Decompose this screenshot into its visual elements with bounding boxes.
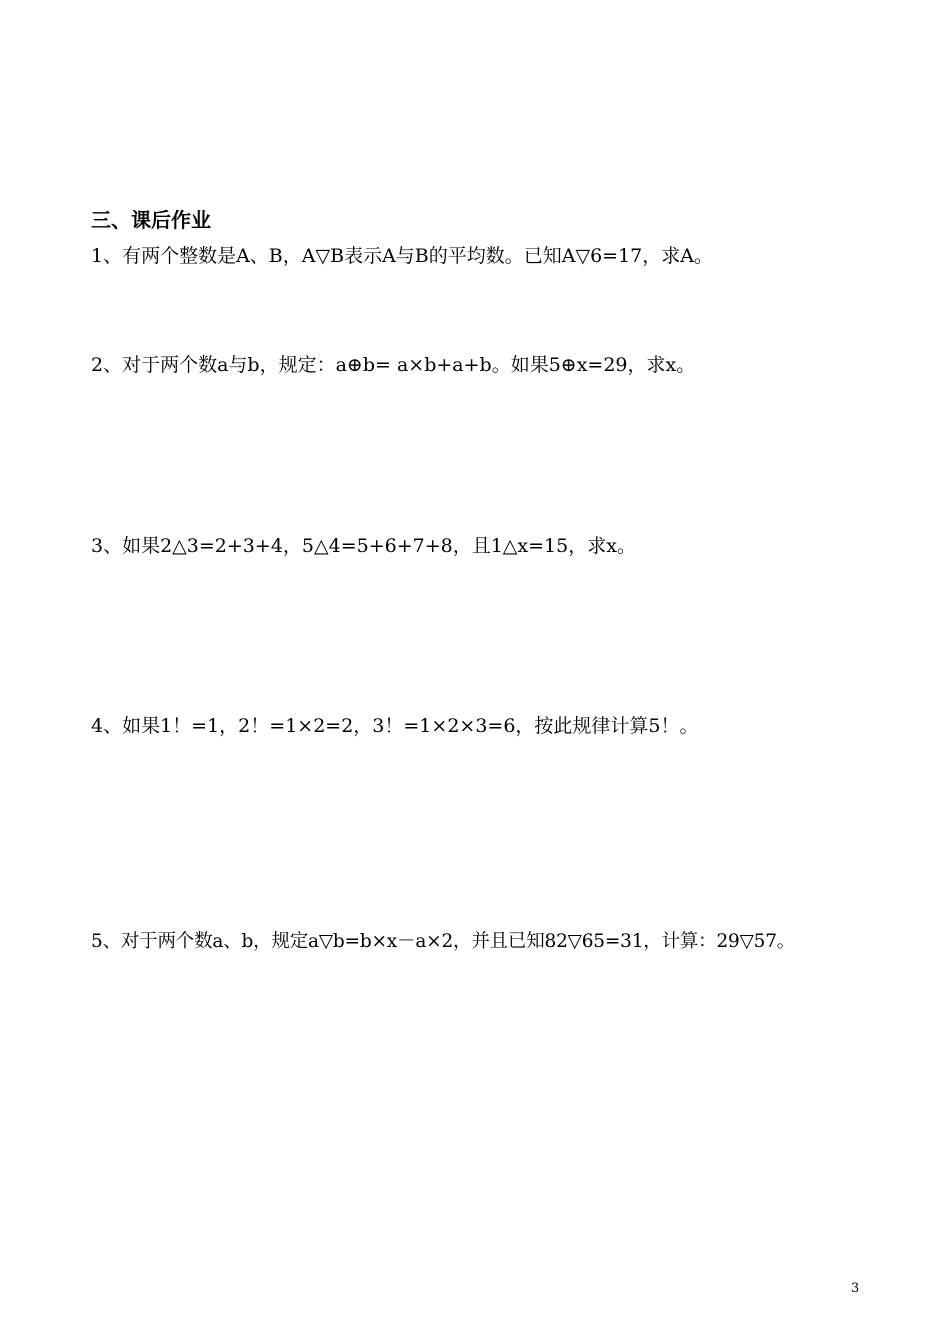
question-5: 5、对于两个数a、b，规定a▽b=b×x－a×2，并且已知82▽65=31，计算：29▽57。	[91, 931, 796, 952]
question-4: 4、如果1！=1，2！=1×2=2，3！=1×2×3=6，按此规律计算5！。	[91, 715, 699, 737]
section-title: 三、课后作业	[91, 208, 211, 232]
question-3: 3、如果2△3=2+3+4，5△4=5+6+7+8，且1△x=15，求x。	[91, 535, 636, 557]
question-2: 2、对于两个数a与b，规定：a⊕b= a×b+a+b。如果5⊕x=29，求x。	[91, 354, 696, 376]
question-1: 1、有两个整数是A、B，A▽B表示A与B的平均数。已知A▽6=17，求A。	[91, 245, 713, 267]
page-number: 3	[851, 1281, 860, 1296]
